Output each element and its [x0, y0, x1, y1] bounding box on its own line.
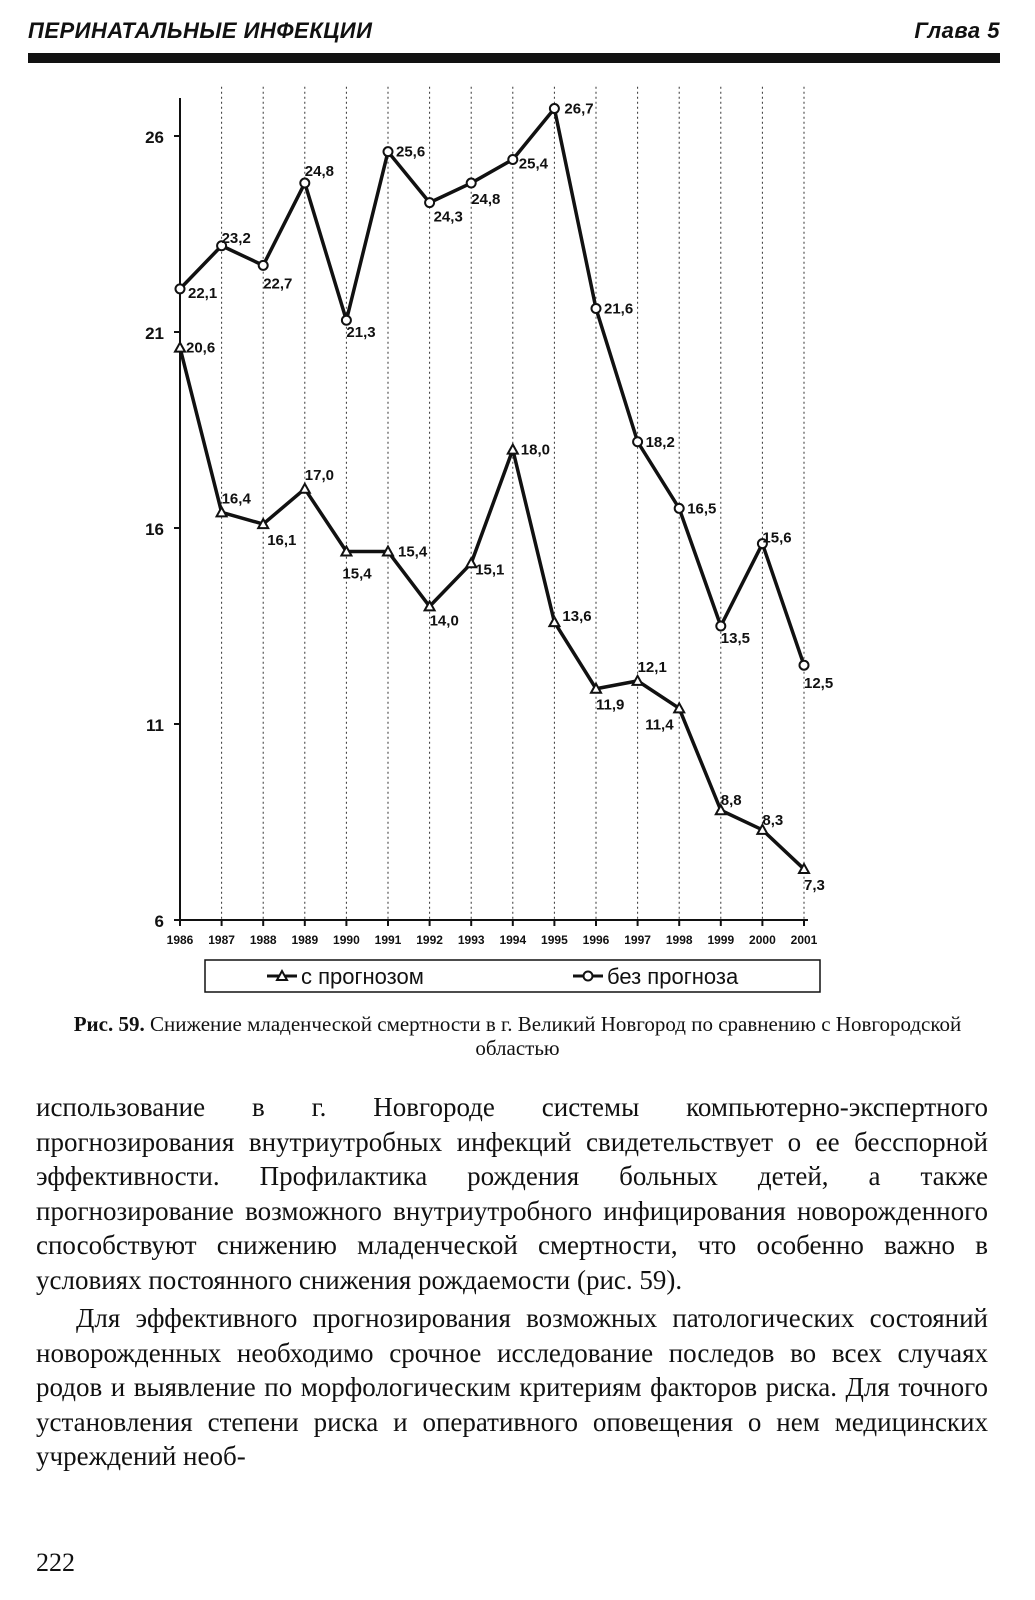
point-marker	[425, 198, 434, 207]
point-marker	[384, 147, 393, 156]
data-label: 16,5	[687, 500, 717, 518]
header-rule	[28, 53, 1000, 63]
data-label: 12,5	[804, 675, 834, 693]
y-tick-label: 6	[154, 912, 164, 931]
point-marker	[383, 547, 393, 556]
data-label: 22,1	[188, 284, 218, 302]
figure-caption	[60, 1012, 975, 1060]
legend	[205, 960, 820, 992]
data-label: 7,3	[804, 877, 825, 895]
point-marker	[800, 661, 809, 670]
series-lines	[175, 104, 809, 873]
legend-label: без прогноза	[607, 964, 739, 989]
x-tick-label: 1987	[208, 933, 235, 947]
point-marker	[176, 284, 185, 293]
y-tick-label: 16	[145, 520, 164, 539]
paragraph: Для эффективного прогнозирования возможных патологических состояний новорожденных необходимо срочное исследование последов во всех случаях родов и выявление по морфологическим критериям факторов риска. Для точного установления степени риска и оперативного оповещения о нем медицинских учреждений необ-	[36, 1303, 988, 1471]
page-number: 222	[36, 1548, 75, 1577]
point-marker	[633, 676, 643, 685]
data-label: 21,6	[604, 300, 634, 318]
data-label: 25,6	[396, 143, 426, 161]
caption-text: Снижение младенческой смертности в г. Великий Новгород по сравнению с Новгородской областью	[149, 1012, 962, 1060]
data-label: 15,6	[762, 529, 792, 547]
point-marker	[467, 179, 476, 188]
point-marker	[300, 484, 310, 493]
data-label: 21,3	[346, 324, 376, 342]
data-label: 8,8	[720, 792, 742, 810]
data-label: 24,8	[304, 163, 335, 181]
data-label: 15,1	[475, 561, 505, 579]
data-label: 12,1	[637, 658, 667, 676]
data-label: 14,0	[429, 612, 459, 630]
x-tick-label: 1994	[499, 933, 527, 947]
paragraph: использование в г. Новгороде системы компьютерно-экспертного прогнозирования внутриутробных инфекций свидетельствует о ее бесспорной эффективности. Профилактика рождения больных детей, а также прогнозирование возможного внутриутробного инфицирования новорожденного способствуют снижению младенческой смертности, что особенно важно в условиях постоянного снижения рождаемости (рис. 59).	[36, 1092, 988, 1295]
data-label: 16,1	[267, 532, 297, 550]
data-label: 24,8	[471, 191, 501, 209]
x-tick-label: 1999	[707, 933, 735, 947]
data-label: 23,2	[221, 229, 251, 247]
series-line-with-forecast	[180, 348, 804, 869]
data-label: 24,3	[433, 208, 463, 226]
chapter-label: Глава 5	[914, 18, 1000, 43]
data-label: 22,7	[263, 275, 293, 293]
x-tick-label: 1992	[416, 933, 443, 947]
data-label: 18,0	[520, 441, 551, 459]
data-label: 25,4	[518, 155, 549, 173]
data-label: 18,2	[645, 433, 675, 451]
data-label: 8,3	[762, 811, 784, 829]
line-chart	[0, 70, 1035, 1010]
x-tick-label: 1991	[374, 933, 402, 947]
x-tick-label: 1993	[457, 933, 485, 947]
data-label: 11,4	[645, 716, 674, 734]
y-tick-label: 11	[146, 716, 164, 735]
data-label: 13,5	[720, 630, 751, 647]
data-label: 17,0	[304, 466, 335, 484]
x-tick-label: 2000	[749, 933, 776, 947]
point-marker	[592, 304, 601, 313]
book-title: ПЕРИНАТАЛЬНЫЕ ИНФЕКЦИИ	[28, 18, 373, 43]
legend-marker	[584, 972, 593, 981]
x-tick-label: 1995	[541, 933, 568, 947]
x-tick-label: 2001	[790, 933, 818, 947]
data-label: 15,4	[398, 543, 428, 561]
caption-lead: Рис. 59.	[73, 1012, 145, 1036]
data-label: 16,4	[221, 490, 251, 508]
point-marker	[217, 507, 227, 516]
grid-lines	[222, 87, 804, 920]
data-labels	[186, 101, 833, 894]
y-tick-label: 26	[145, 128, 164, 147]
point-marker	[675, 504, 684, 513]
data-label: 15,4	[342, 565, 372, 583]
data-label: 26,7	[564, 100, 594, 118]
point-marker	[633, 437, 642, 446]
x-tick-label: 1990	[333, 933, 360, 947]
point-marker	[259, 261, 268, 270]
x-tick-label: 1998	[665, 933, 693, 947]
legend-label: с прогнозом	[301, 964, 424, 989]
x-tick-label: 1988	[249, 933, 277, 947]
y-tick-label: 21	[145, 324, 164, 343]
point-marker	[508, 445, 518, 454]
axes	[145, 98, 818, 947]
point-marker	[550, 104, 559, 113]
x-tick-label: 1989	[291, 933, 319, 947]
legend-marker	[277, 971, 287, 980]
data-label: 20,6	[186, 339, 216, 357]
body-text	[36, 1090, 988, 1474]
running-head	[28, 18, 1000, 48]
point-marker	[175, 343, 185, 352]
data-label: 11,9	[596, 696, 625, 714]
point-marker	[508, 155, 517, 164]
x-tick-label: 1996	[582, 933, 610, 947]
point-marker	[549, 617, 559, 626]
data-label: 13,6	[562, 608, 592, 626]
x-tick-label: 1997	[624, 933, 651, 947]
x-tick-label: 1986	[166, 933, 194, 947]
